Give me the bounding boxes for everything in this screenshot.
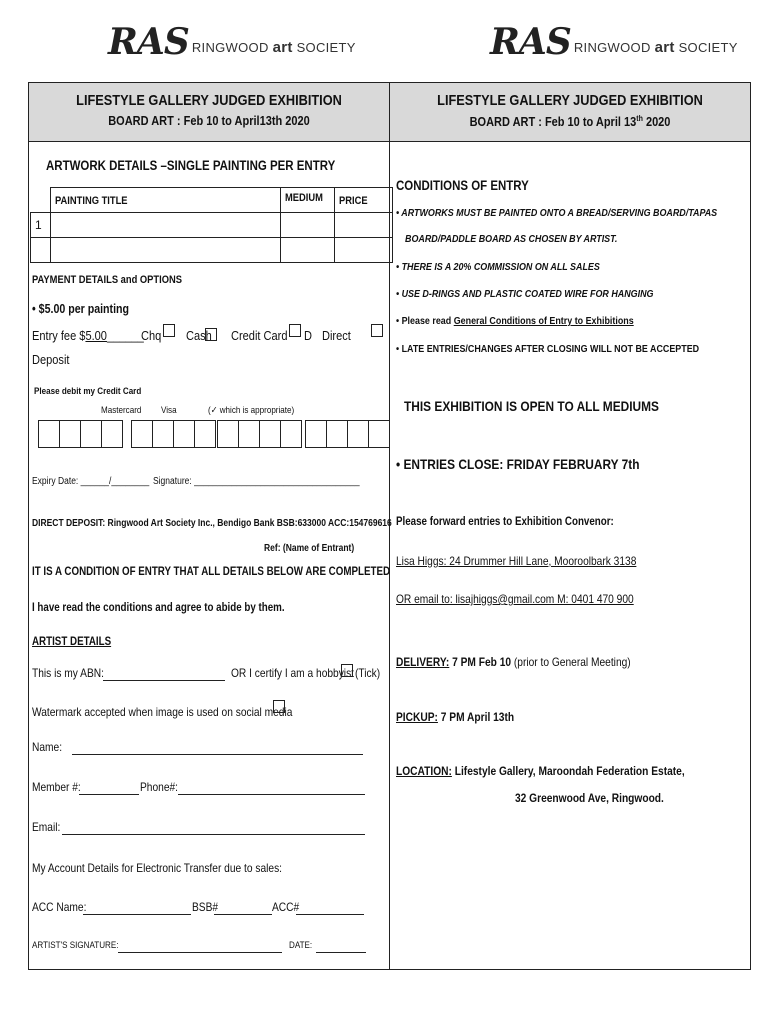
entries-close: • ENTRIES CLOSE: FRIDAY FEBRUARY 7th (396, 456, 640, 472)
title-cell[interactable] (51, 213, 281, 238)
column-divider (389, 142, 390, 970)
card-number-group-2[interactable] (131, 420, 215, 448)
forward-entries: Please forward entries to Exhibition Convenor: (396, 516, 614, 528)
visa-label: Visa (161, 405, 177, 416)
ras-logo-right: RAS RINGWOOD art SOCIETY (490, 21, 738, 63)
medium-cell[interactable] (281, 238, 335, 263)
abn-field[interactable] (103, 680, 225, 681)
condition-2: • THERE IS A 20% COMMISSION ON ALL SALES (396, 261, 600, 273)
acc-label: ACC# (272, 900, 300, 914)
debit-label: Please debit my Credit Card (34, 386, 142, 397)
member-field[interactable] (79, 794, 139, 795)
card-number-group-4[interactable] (305, 420, 389, 448)
condition-5: • LATE ENTRIES/CHANGES AFTER CLOSING WILL NOT BE ACCEPTED (396, 343, 700, 355)
deposit-label: Deposit (32, 352, 70, 367)
medium-cell[interactable] (281, 213, 335, 238)
phone-label: Phone#: (140, 780, 179, 794)
artist-details-heading: ARTIST DETAILS (32, 636, 112, 648)
credit-card-label: Credit Card (231, 328, 288, 343)
entry-fee-label: Entry fee $5.00______ (32, 328, 144, 343)
watermark-checkbox[interactable] (273, 700, 285, 713)
hobbyist-label: OR I certify I am a hobbyist (231, 666, 355, 680)
condition-statement: IT IS A CONDITION OF ENTRY THAT ALL DETAILS BELOW ARE COMPLETED (32, 566, 391, 578)
ref-label: Ref: (Name of Entrant) (264, 543, 355, 554)
account-label: My Account Details for Electronic Transfer due to sales: (32, 861, 283, 875)
email-field[interactable] (62, 834, 365, 835)
acc-name-label: ACC Name: (32, 900, 87, 914)
name-field[interactable] (72, 754, 363, 755)
cash-label: Cash (186, 328, 212, 343)
cash-checkbox[interactable] (205, 328, 217, 341)
date-label: DATE: (289, 940, 313, 951)
which-label: (✓ which is appropriate) (208, 405, 295, 416)
general-conditions-link[interactable]: General Conditions of Entry to Exhibitions (453, 315, 634, 327)
condition-3: • USE D-RINGS AND PLASTIC COATED WIRE FOR HANGING (396, 288, 654, 300)
location-info: LOCATION: Lifestyle Gallery, Maroondah Federation Estate, (396, 764, 685, 778)
location-address: 32 Greenwood Ave, Ringwood. (515, 791, 664, 805)
phone-field[interactable] (178, 794, 365, 795)
convenor-email[interactable]: OR email to: lisajhiggs@gmail.com M: 0401 470 900 (396, 592, 634, 606)
open-mediums: THIS EXHIBITION IS OPEN TO ALL MEDIUMS (404, 398, 659, 414)
agree-statement: I have read the conditions and agree to abide by them. (32, 602, 285, 614)
header-title: LIFESTYLE GALLERY JUDGED EXHIBITION (437, 92, 703, 109)
title-cell[interactable] (51, 238, 281, 263)
hobbyist-checkbox[interactable] (341, 664, 353, 677)
col-painting-title: PAINTING TITLE (51, 188, 281, 213)
chq-checkbox[interactable] (163, 324, 175, 337)
conditions-heading: CONDITIONS OF ENTRY (396, 178, 529, 193)
member-label: Member #: (32, 780, 81, 794)
name-label: Name: (32, 740, 63, 754)
price-cell[interactable] (334, 238, 392, 263)
convenor-address: Lisa Higgs: 24 Drummer Hill Lane, Mooroolbark 3138 (396, 554, 637, 568)
artist-signature-field[interactable] (118, 952, 282, 953)
abn-label: This is my ABN: (32, 666, 104, 680)
direct-checkbox[interactable] (371, 324, 383, 337)
signature-field[interactable]: Signature: ___________________________________ (153, 476, 360, 487)
pickup-info: PICKUP: 7 PM April 13th (396, 710, 515, 724)
payment-heading: PAYMENT DETAILS and OPTIONS (32, 274, 182, 286)
chq-label: Chq (141, 328, 162, 343)
artwork-table (30, 187, 393, 263)
header-left (28, 82, 390, 142)
artist-signature-label: ARTIST'S SIGNATURE: (32, 940, 119, 951)
card-number-group-3[interactable] (217, 420, 301, 448)
row-number: 1 (31, 213, 51, 238)
artwork-heading: ARTWORK DETAILS –SINGLE PAINTING PER ENTRY (46, 158, 336, 173)
condition-1: • ARTWORKS MUST BE PAINTED ONTO A BREAD/SERVING BOARD/TAPAS (396, 207, 718, 219)
price-cell[interactable] (334, 213, 392, 238)
header-subtitle: BOARD ART : Feb 10 to April13th 2020 (108, 114, 310, 128)
header-right (389, 82, 751, 142)
direct-deposit-details: DIRECT DEPOSIT: Ringwood Art Society Inc., Bendigo Bank BSB:633000 ACC:154769616 (32, 518, 392, 529)
header-subtitle: BOARD ART : Feb 10 to April 13th 2020 (469, 114, 671, 130)
delivery-info: DELIVERY: 7 PM Feb 10 (prior to General Meeting) (396, 655, 631, 669)
credit-card-checkbox[interactable] (289, 324, 301, 337)
acc-name-field[interactable] (83, 914, 191, 915)
header-title: LIFESTYLE GALLERY JUDGED EXHIBITION (76, 92, 342, 109)
d-label: D (304, 328, 312, 343)
col-price: PRICE (334, 188, 392, 213)
ras-logo-left: RAS RINGWOOD art SOCIETY (108, 21, 356, 63)
bsb-label: BSB# (192, 900, 219, 914)
bsb-field[interactable] (214, 914, 272, 915)
date-field[interactable] (316, 952, 366, 953)
mastercard-label: Mastercard (101, 405, 142, 416)
card-number-group-1[interactable] (38, 420, 122, 448)
fee-bullet: • $5.00 per painting (32, 302, 130, 316)
acc-field[interactable] (296, 914, 364, 915)
condition-1-cont: BOARD/PADDLE BOARD AS CHOSEN BY ARTIST. (405, 233, 618, 245)
tick-label: (Tick) (355, 666, 381, 680)
expiry-field[interactable]: Expiry Date: ______/________ (32, 476, 150, 487)
email-label: Email: (32, 820, 61, 834)
col-medium: MEDIUM (281, 188, 335, 213)
direct-label: Direct (322, 328, 351, 343)
watermark-label: Watermark accepted when image is used on social media (32, 705, 293, 719)
condition-4: • Please read General Conditions of Entry to Exhibitions (396, 315, 634, 327)
